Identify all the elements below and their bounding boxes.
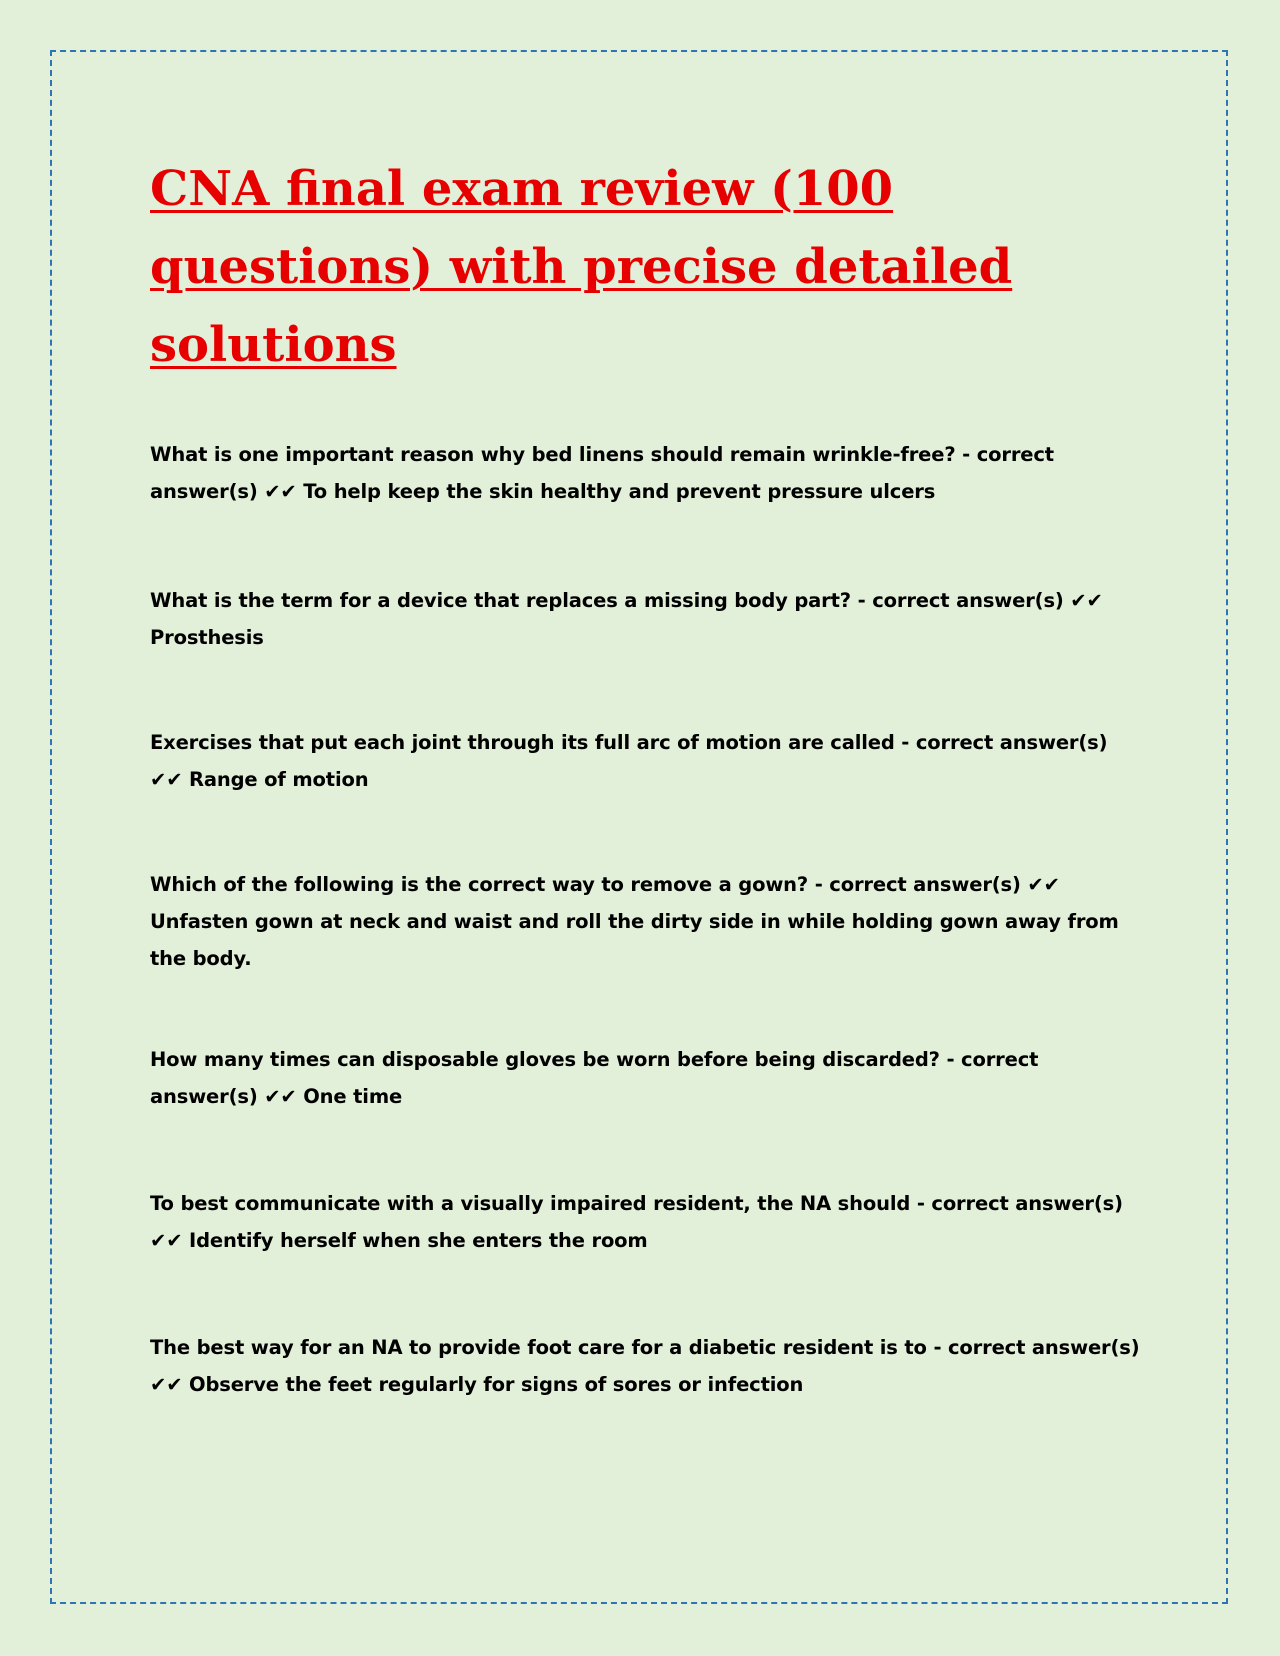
question-answer-item: To best communicate with a visually impaired resident, the NA should - correct answer(s) ✔✔ Identify herself when she enters the room (150, 1192, 1123, 1252)
document-title: CNA final exam review (100 questions) with precise detailed solutions (150, 161, 1013, 373)
question-answer-item: The best way for an NA to provide foot care for a diabetic resident is to - correct answer(s) ✔✔ Observe the feet regularly for signs of sores or infection (150, 1336, 1140, 1396)
question-answer-item: How many times can disposable gloves be worn before being discarded? - correct answer(s) ✔✔ One time (150, 1048, 1039, 1108)
question-answer-item: What is the term for a device that replaces a missing body part? - correct answer(s) ✔✔ Prosthesis (150, 589, 1103, 649)
question-answer-item: Exercises that put each joint through its full arc of motion are called - correct answer(s) ✔✔ Range of motion (150, 731, 1108, 791)
question-answer-item: What is one important reason why bed linens should remain wrinkle-free? - correct answer(s) ✔✔ To help keep the skin healthy and prevent pressure ulcers (150, 443, 1054, 503)
question-answer-item: Which of the following is the correct way to remove a gown? - correct answer(s) ✔✔ Unfasten gown at neck and waist and roll the dirty side in while holding gown away from the body. (150, 873, 1119, 970)
